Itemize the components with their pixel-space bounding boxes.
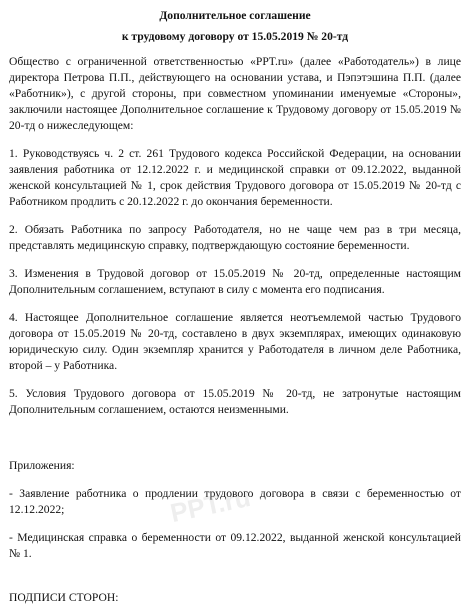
- document-title: Дополнительное соглашение: [159, 9, 311, 22]
- intro-paragraph: Общество с ограниченной ответственностью «PPT.ru» (далее «Работодатель») в лице директора Петрова П.П., действующего на основании устава, и Пэпэтэшина П.П. (далее «Работник»), с другой стороны, при совместном упоминании именуемые «Стороны», заключили настоящее Дополнительное соглашение к Трудовому договору от 15.05.2019 № 20-тд о нижеследующем:: [9, 55, 461, 132]
- attachment-1: - Заявление работника о продлении трудового договора в связи с беременностью от 12.12.2022;: [9, 487, 461, 516]
- attachments-heading: Приложения:: [9, 459, 75, 472]
- watermark-logo: PPT.ru: [167, 481, 254, 529]
- signatures-heading: ПОДПИСИ СТОРОН:: [9, 591, 119, 604]
- attachment-2: - Медицинская справка о беременности от 09.12.2022, выданной женской консультацией № 1.: [9, 531, 461, 560]
- clause-4: 4. Настоящее Дополнительное соглашение является неотъемлемой частью Трудового договора от 15.05.2019 № 20-тд, составлено в двух экземплярах, имеющих одинаковую юридическую силу. Один экземпляр хранится у Работодателя в личном деле Работника, второй – у Работника.: [9, 311, 461, 372]
- document-subtitle: к трудовому договору от 15.05.2019 № 20-тд: [121, 30, 349, 43]
- clause-5: 5. Условия Трудового договора от 15.05.2019 № 20-тд, не затронутые настоящим Дополнительным соглашением, остаются неизменными.: [9, 387, 461, 416]
- clause-1: 1. Руководствуясь ч. 2 ст. 261 Трудового кодекса Российской Федерации, на основании заявления работника от 12.12.2022 г. и медицинской справки от 09.12.2022, выданной женской консультацией № 1, срок действия Трудового договора от 15.05.2019 № 20-тд с Работником продлить с 20.12.2022 г. до окончания беременности.: [9, 147, 461, 208]
- clause-3: 3. Изменения в Трудовой договор от 15.05.2019 № 20-тд, определенные настоящим Дополнительным соглашением, вступают в силу с момента его подписания.: [9, 267, 461, 296]
- clause-2: 2. Обязать Работника по запросу Работодателя, но не чаще чем раз в три месяца, представлять медицинскую справку, подтверждающую состояние беременности.: [9, 223, 461, 252]
